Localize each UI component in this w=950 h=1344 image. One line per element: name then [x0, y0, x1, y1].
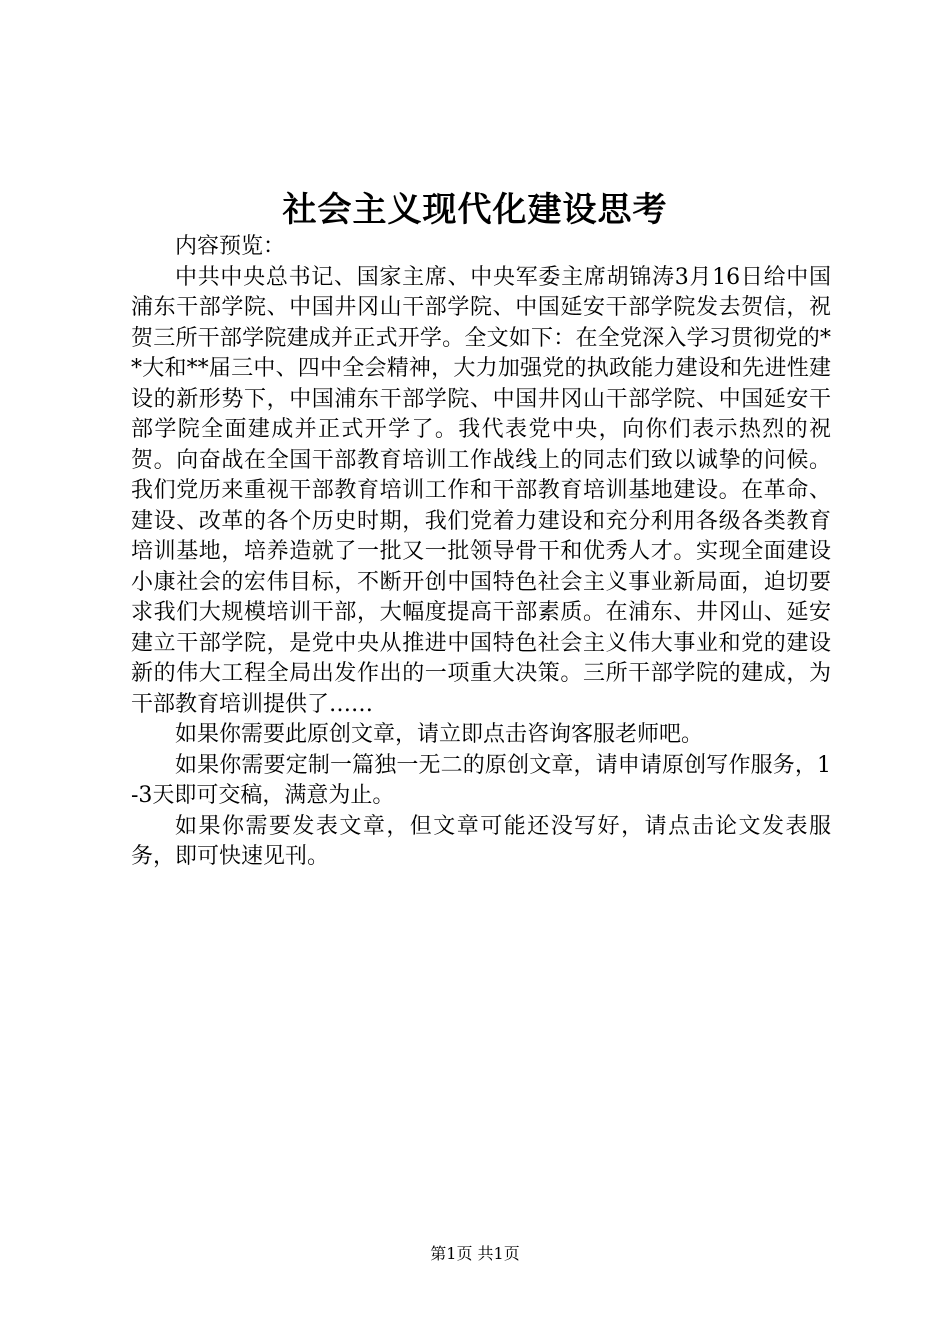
- page-footer: 第1页 共1页: [430, 1244, 520, 1263]
- notice-custom-writing: 如果你需要定制一篇独一无二的原创文章，请申请原创写作服务，1-3天即可交稿，满意为止。: [131, 752, 831, 808]
- preview-label: 内容预览：: [175, 234, 286, 259]
- notice-original-article: 如果你需要此原创文章，请立即点击咨询客服老师吧。: [175, 722, 704, 747]
- notice-publishing-service: 如果你需要发表文章，但文章可能还没写好，请点击论文发表服务，即可快速见刊。: [131, 813, 831, 869]
- document-content: [131, 232, 831, 873]
- article-body: 中共中央总书记、国家主席、中央军委主席胡锦涛3月16日给中国浦东干部学院、中国井冈山干部学院、中国延安干部学院发去贺信，祝贺三所干部学院建成并正式开学。全文如下：在全党深入学习贯彻党的**大和**届三中、四中全会精神，大力加强党的执政能力建设和先进性建设的新形势下，中国浦东干部学院、中国井冈山干部学院、中国延安干部学院全面建成并正式开学了。我代表党中央，向你们表示热烈的祝贺。向奋战在全国干部教育培训工作战线上的同志们致以诚挚的问候。我们党历来重视干部教育培训工作和干部教育培训基地建设。在革命、建设、改革的各个历史时期，我们党着力建设和充分利用各级各类教育培训基地，培养造就了一批又一批领导骨干和优秀人才。实现全面建设小康社会的宏伟目标，不断开创中国特色社会主义事业新局面，迫切要求我们大规模培训干部，大幅度提高干部素质。在浦东、井冈山、延安建立干部学院，是党中央从推进中国特色社会主义伟大事业和党的建设新的伟大工程全局出发作出的一项重大决策。三所干部学院的建成，为干部教育培训提供了……: [131, 264, 831, 717]
- document-title: 社会主义现代化建设思考: [282, 190, 668, 230]
